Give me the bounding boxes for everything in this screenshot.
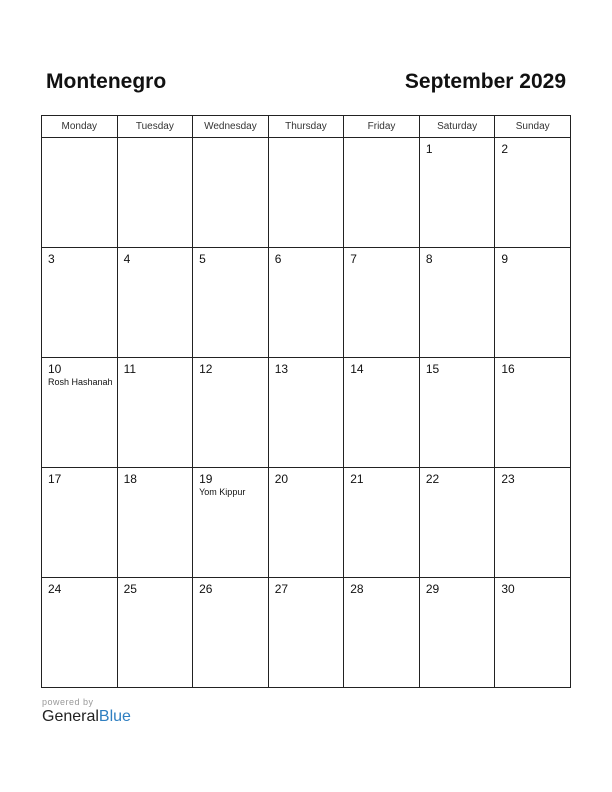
brand-general-text: General (42, 708, 99, 725)
day-cell (419, 358, 495, 468)
day-cell (117, 468, 193, 578)
day-number: 21 (350, 472, 364, 486)
day-number: 30 (501, 582, 515, 596)
day-number: 28 (350, 582, 364, 596)
day-number: 22 (425, 472, 440, 486)
day-cell (193, 358, 269, 468)
day-number: 3 (48, 252, 55, 266)
day-number: 15 (425, 362, 440, 376)
week-row (42, 468, 571, 578)
day-cell (419, 248, 495, 358)
day-cell (193, 138, 269, 248)
generalblue-logo[interactable] (42, 708, 131, 726)
day-number: 27 (274, 582, 289, 596)
calendar-grid (41, 115, 571, 688)
day-cell (495, 468, 571, 578)
day-cell (344, 468, 420, 578)
day-number: 6 (274, 252, 282, 266)
day-cell (268, 138, 344, 248)
day-number: 17 (48, 472, 62, 486)
day-cell (117, 358, 193, 468)
weekday-header: Thursday (268, 116, 344, 138)
day-number: 24 (48, 582, 62, 596)
day-cell (268, 578, 344, 688)
holiday-label: Rosh Hashanah (48, 377, 113, 387)
day-number: 1 (425, 142, 433, 156)
day-cell (268, 468, 344, 578)
day-cell (117, 138, 193, 248)
day-number: 29 (425, 582, 440, 596)
weekday-header-row (42, 116, 571, 138)
day-number: 14 (350, 362, 364, 376)
day-number: 10 (48, 362, 62, 376)
day-number: 16 (501, 362, 515, 376)
weekday-header: Sunday (495, 116, 571, 138)
day-cell (42, 468, 118, 578)
month-title: September 2029 (404, 70, 566, 93)
weekday-header: Saturday (419, 116, 495, 138)
weekday-header: Monday (42, 116, 118, 138)
day-number: 13 (274, 362, 289, 376)
day-cell (495, 578, 571, 688)
day-number: 26 (199, 582, 213, 596)
day-cell (42, 578, 118, 688)
day-number: 20 (274, 472, 289, 486)
day-number: 9 (501, 252, 509, 266)
powered-by-label: powered by (42, 697, 94, 707)
day-number: 18 (123, 472, 137, 486)
day-number: 4 (123, 252, 131, 266)
day-cell (419, 468, 495, 578)
day-cell (344, 358, 420, 468)
day-number: 23 (501, 472, 515, 486)
holiday-label: Yom Kippur (199, 487, 246, 497)
day-cell (344, 138, 420, 248)
weekday-header: Friday (344, 116, 420, 138)
day-number: 8 (425, 252, 433, 266)
day-number: 2 (501, 142, 509, 156)
day-number: 12 (199, 362, 213, 376)
day-cell (344, 248, 420, 358)
day-cell (42, 138, 118, 248)
day-cell (193, 248, 269, 358)
day-cell (268, 248, 344, 358)
day-number: 5 (199, 252, 206, 266)
day-cell (419, 578, 495, 688)
country-title: Montenegro (46, 70, 167, 93)
day-cell (193, 468, 269, 578)
day-cell (344, 578, 420, 688)
day-cell (42, 248, 118, 358)
day-cell (42, 358, 118, 468)
brand-blue-text: Blue (98, 708, 131, 725)
day-cell (268, 358, 344, 468)
day-cell (193, 578, 269, 688)
day-cell (117, 248, 193, 358)
week-row (42, 248, 571, 358)
day-number: 19 (199, 472, 213, 486)
day-cell (495, 248, 571, 358)
week-row (42, 138, 571, 248)
day-number: 25 (123, 582, 137, 596)
day-cell (117, 578, 193, 688)
day-cell (495, 358, 571, 468)
day-number: 11 (123, 362, 137, 376)
weekday-header: Tuesday (117, 116, 193, 138)
week-row (42, 358, 571, 468)
day-cell (419, 138, 495, 248)
day-cell (495, 138, 571, 248)
weekday-header: Wednesday (193, 116, 269, 138)
week-row (42, 578, 571, 688)
day-number: 7 (350, 252, 357, 266)
